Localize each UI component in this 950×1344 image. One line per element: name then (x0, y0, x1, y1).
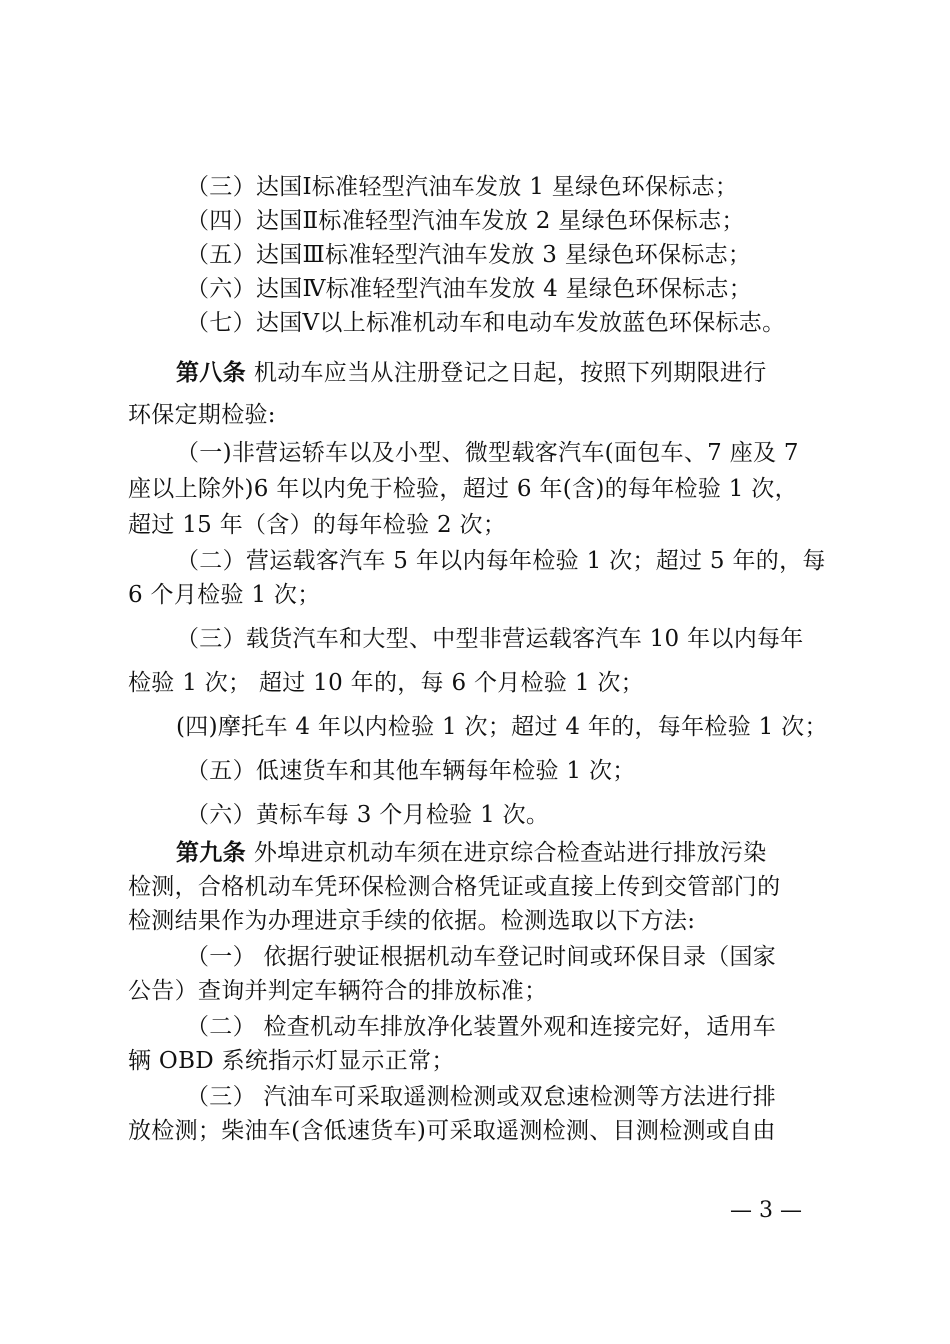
article-9-text-cont: 检测，合格机动车凭环保检测合格凭证或直接上传到交管部门的 (128, 874, 781, 900)
article-8-text-cont: 环保定期检验: (128, 402, 276, 428)
article-9-first-line (176, 836, 832, 870)
list-item: 辆 OBD 系统指示灯显示正常； (128, 1048, 455, 1074)
article-9-text: 外埠进京机动车须在进京综合检查站进行排放污染 (253, 840, 767, 866)
list-item: （五）达国Ⅲ标准轻型汽油车发放 3 星绿色环保标志； (186, 242, 752, 268)
page-number: — 3 — (730, 1198, 802, 1223)
list-item: （五）低速货车和其他车辆每年检验 1 次； (186, 758, 636, 784)
list-item: 公告）查询并判定车辆符合的排放标准； (128, 978, 548, 1004)
list-item: （二） 检查机动车排放净化装置外观和连接完好，适用车 (186, 1014, 777, 1040)
list-item: 检验 1 次； 超过 10 年的，每 6 个月检验 1 次； (128, 670, 644, 696)
list-item: 超过 15 年（含）的每年检验 2 次； (128, 512, 507, 538)
list-item: （三）达国Ⅰ标准轻型汽油车发放 1 星绿色环保标志； (186, 174, 739, 200)
article-9-heading: 第九条 (176, 840, 246, 866)
list-item: （六）达国Ⅳ标准轻型汽油车发放 4 星绿色环保标志； (186, 276, 753, 302)
list-item: （三）载货汽车和大型、中型非营运载客汽车 10 年以内每年 (176, 626, 804, 652)
list-item: 座以上除外)6 年以内免于检验，超过 6 年(含)的每年检验 1 次， (128, 476, 798, 502)
list-item: （七）达国Ⅴ以上标准机动车和电动车发放蓝色环保标志。 (186, 310, 786, 336)
article-8-heading: 第八条 (176, 360, 246, 386)
list-item: （一)非营运轿车以及小型、微型载客汽车(面包车、7 座及 7 (176, 440, 799, 466)
list-item: （三） 汽油车可采取遥测检测或双怠速检测等方法进行排 (186, 1084, 777, 1110)
article-8-text: 机动车应当从注册登记之日起，按照下列期限进行 (253, 360, 767, 386)
list-item: 放检测；柴油车(含低速货车)可采取遥测检测、目测检测或自由 (128, 1118, 776, 1144)
list-item: （二）营运载客汽车 5 年以内每年检验 1 次；超过 5 年的，每 (176, 548, 826, 574)
list-item: （四）达国Ⅱ标准轻型汽油车发放 2 星绿色环保标志； (186, 208, 745, 234)
list-item: (四)摩托车 4 年以内检验 1 次；超过 4 年的，每年检验 1 次； (176, 714, 828, 740)
list-item: 6 个月检验 1 次； (128, 582, 321, 608)
list-item: （一） 依据行驶证根据机动车登记时间或环保目录（国家 (186, 944, 777, 970)
list-item: （六）黄标车每 3 个月检验 1 次。 (186, 802, 550, 828)
article-8-first-line (176, 356, 832, 390)
article-9-text-cont: 检测结果作为办理进京手续的依据。检测选取以下方法: (128, 908, 696, 934)
